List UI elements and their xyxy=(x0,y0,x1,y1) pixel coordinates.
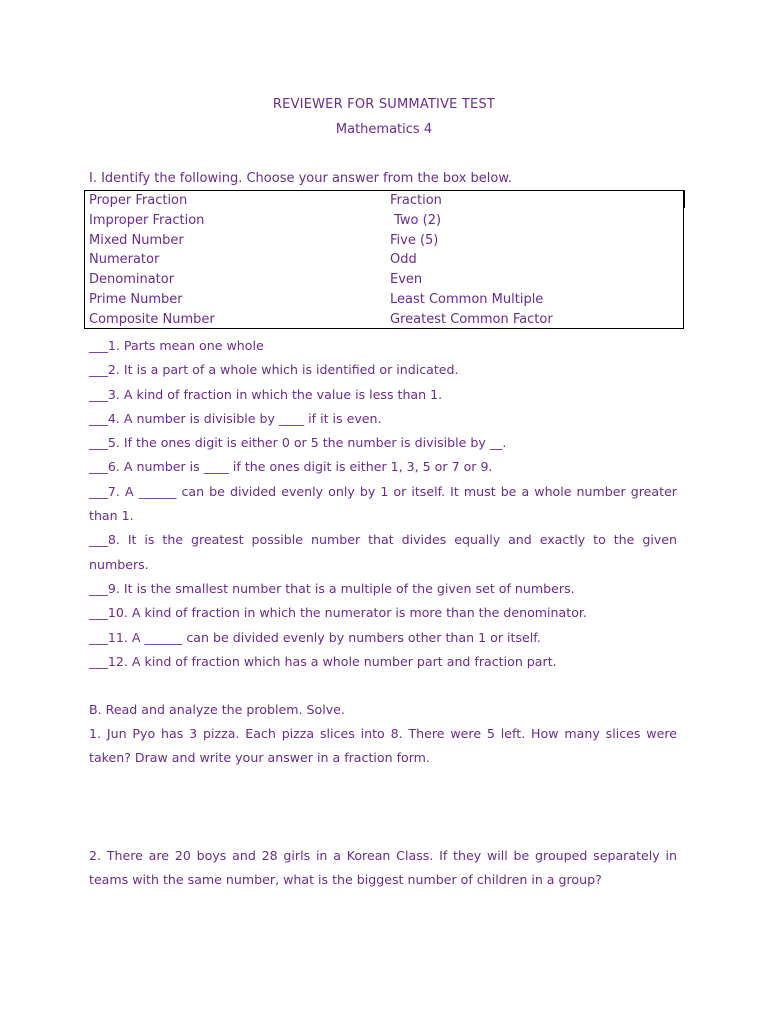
section-i-instruction: I. Identify the following. Choose your answer from the box below. xyxy=(89,171,512,186)
page-subtitle: Mathematics 4 xyxy=(335,122,433,137)
choice-denominator: Denominator xyxy=(89,272,175,288)
choice-composite-number: Composite Number xyxy=(89,311,215,327)
choice-improper-fraction: Improper Fraction xyxy=(89,212,205,228)
choice-proper-fraction: Proper Fraction xyxy=(89,193,188,208)
question-7: ___7. A ______ can be divided evenly only by 1 or itself. It must be a whole number greater than 1. xyxy=(89,483,677,524)
box-border-tick xyxy=(683,190,685,208)
question-3: ___3. A kind of fraction in which the value is less than 1. xyxy=(89,386,443,402)
question-12: ___12. A kind of fraction which has a whole number part and fraction part. xyxy=(89,653,557,669)
question-8: ___8. It is the greatest possible number that divides equally and exactly to the given numbers. xyxy=(89,532,677,572)
word-problem-2: 2. There are 20 boys and 28 girls in a Korean Class. If they will be grouped separately in teams with the same number, what is the biggest number of children in a group? xyxy=(89,848,677,888)
question-11: ___11. A ______ can be divided evenly by numbers other than 1 or itself. xyxy=(89,629,541,645)
page-title: REVIEWER FOR SUMMATIVE TEST xyxy=(272,97,496,112)
answer-choices-left-column xyxy=(89,191,215,330)
question-6: ___6. A number is ____ if the ones digit is either 1, 3, 5 or 7 or 9. xyxy=(89,459,493,475)
choice-lcm: Least Common Multiple xyxy=(390,291,544,307)
question-5: ___5. If the ones digit is either 0 or 5 the number is divisible by __. xyxy=(89,435,507,451)
choice-fraction: Fraction xyxy=(390,193,442,208)
choice-numerator: Numerator xyxy=(89,252,160,268)
choice-prime-number: Prime Number xyxy=(89,291,183,307)
choice-mixed-number: Mixed Number xyxy=(89,232,184,248)
question-10: ___10. A kind of fraction in which the numerator is more than the denominator. xyxy=(89,605,587,621)
choice-two: Two (2) xyxy=(390,212,442,228)
answer-choices-box xyxy=(84,190,684,329)
question-4: ___4. A number is divisible by ____ if it is even. xyxy=(89,410,382,426)
choice-five: Five (5) xyxy=(390,232,439,248)
question-1: ___1. Parts mean one whole xyxy=(89,338,264,353)
identification-questions xyxy=(89,334,677,674)
choice-gcf: Greatest Common Factor xyxy=(390,311,553,327)
word-problem-1: 1. Jun Pyo has 3 pizza. Each pizza slices into 8. There were 5 left. How many slices were taken? Draw and write your answer in a fraction form. xyxy=(89,726,677,766)
choice-odd: Odd xyxy=(390,252,417,268)
choice-even: Even xyxy=(390,272,423,288)
question-9: ___9. It is the smallest number that is a multiple of the given set of numbers. xyxy=(89,580,575,596)
answer-choices-right-column xyxy=(390,191,553,330)
section-b-instruction: B. Read and analyze the problem. Solve. xyxy=(89,702,345,717)
question-2: ___2. It is a part of a whole which is identified or indicated. xyxy=(89,362,459,378)
